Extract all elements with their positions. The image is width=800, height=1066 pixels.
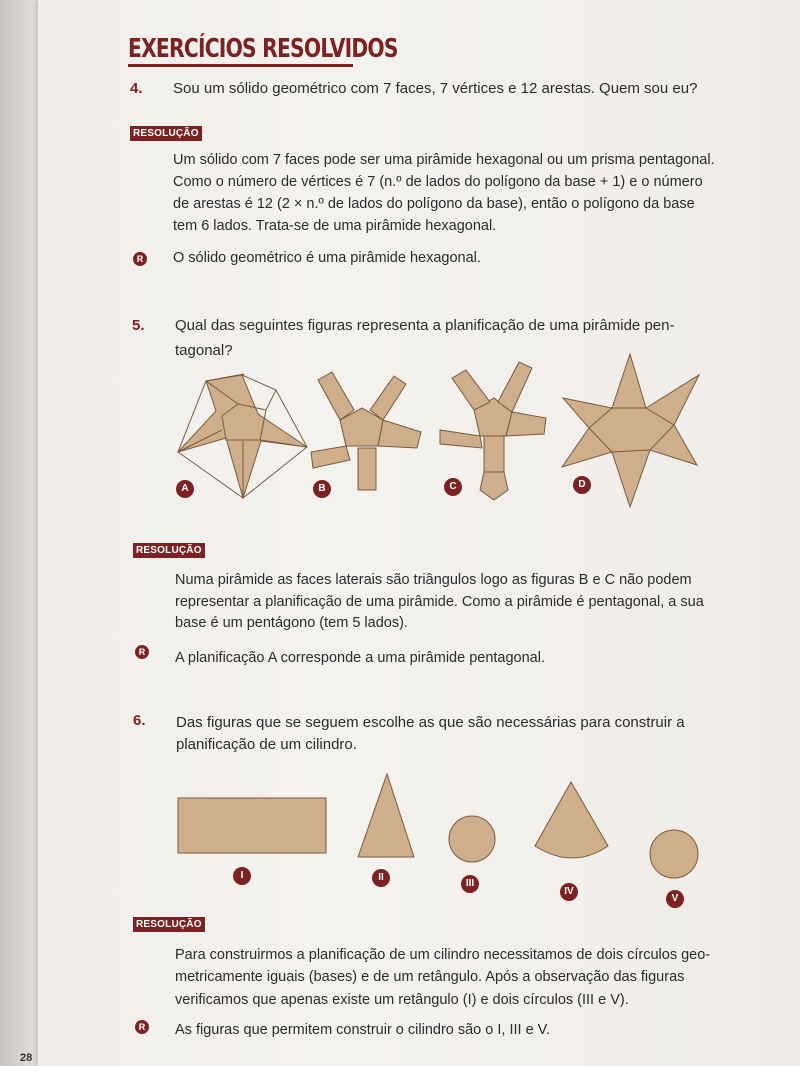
figure-label-b: B [313, 480, 331, 498]
q5-question-line-2: tagonal? [175, 342, 233, 359]
q4-answer: O sólido geométrico é uma pirâmide hexagonal. [173, 250, 481, 266]
q5-resolution-line-1: Numa pirâmide as faces laterais são triângulos logo as figuras B e C não podem [175, 572, 692, 588]
q6-resolution-line-2: metricamente iguais (bases) e de um retângulo. Após a observação das figuras [175, 969, 685, 985]
q5-resolution-line-3: base é um pentágono (tem 5 lados). [175, 615, 408, 631]
q5-resolution-line-2: representar a planificação de uma pirâmide. Como a pirâmide é pentagonal, a sua [175, 594, 704, 610]
q6-question-line-1: Das figuras que se seguem escolhe as que são necessárias para construir a [176, 714, 685, 731]
section-title: EXERCÍCIOS RESOLVIDOS [128, 34, 398, 64]
figure-label-iv: IV [560, 883, 578, 901]
q5-resolution-badge: RESOLUÇÃO [133, 543, 205, 558]
q6-answer-marker: R [135, 1020, 149, 1034]
figure-iv-sector [535, 782, 608, 858]
figure-label-i: I [233, 867, 251, 885]
figure-i-rectangle [178, 798, 326, 853]
q4-resolution-line-2: Como o número de vértices é 7 (n.º de lados do polígono da base + 1) e o número [173, 174, 703, 190]
q4-resolution-badge: RESOLUÇÃO [130, 126, 202, 141]
figure-ii-triangle [358, 774, 414, 857]
figure-label-v: V [666, 890, 684, 908]
page-number: 28 [20, 1052, 33, 1064]
q4-answer-marker: R [133, 252, 147, 266]
q4-question: Sou um sólido geométrico com 7 faces, 7 vértices e 12 arestas. Quem sou eu? [173, 80, 698, 97]
q6-resolution-badge: RESOLUÇÃO [133, 917, 205, 932]
figure-label-c: C [444, 478, 462, 496]
q6-question-line-2: planificação de um cilindro. [176, 736, 357, 753]
q4-number: 4. [130, 80, 143, 97]
q4-resolution-line-3: de arestas é 12 (2 × n.º de lados do polígono da base), então o polígono da base [173, 196, 695, 212]
q6-resolution-line-3: verificamos que apenas existe um retângulo (I) e dois círculos (III e V). [175, 992, 629, 1008]
q5-question-line-1: Qual das seguintes figuras representa a planificação de uma pirâmide pen- [175, 317, 675, 334]
q6-answer: As figuras que permitem construir o cilindro são o I, III e V. [175, 1022, 551, 1038]
figure-v-circle [650, 830, 698, 878]
q4-resolution-line-4: tem 6 lados. Trata-se de uma pirâmide hexagonal. [173, 218, 497, 234]
q5-answer: A planificação A corresponde a uma pirâmide pentagonal. [175, 650, 545, 666]
figure-label-a: A [176, 480, 194, 498]
q6-number: 6. [133, 712, 146, 729]
figure-label-ii: II [372, 869, 390, 887]
q5-number: 5. [132, 317, 145, 334]
figure-iii-circle [449, 816, 495, 862]
figure-label-iii: III [461, 875, 479, 893]
q5-answer-marker: R [135, 645, 149, 659]
q6-resolution-line-1: Para construirmos a planificação de um cilindro necessitamos de dois círculos geo- [175, 947, 711, 963]
q4-resolution-line-1: Um sólido com 7 faces pode ser uma pirâmide hexagonal ou um prisma pentagonal. [173, 152, 715, 168]
figure-label-d: D [573, 476, 591, 494]
